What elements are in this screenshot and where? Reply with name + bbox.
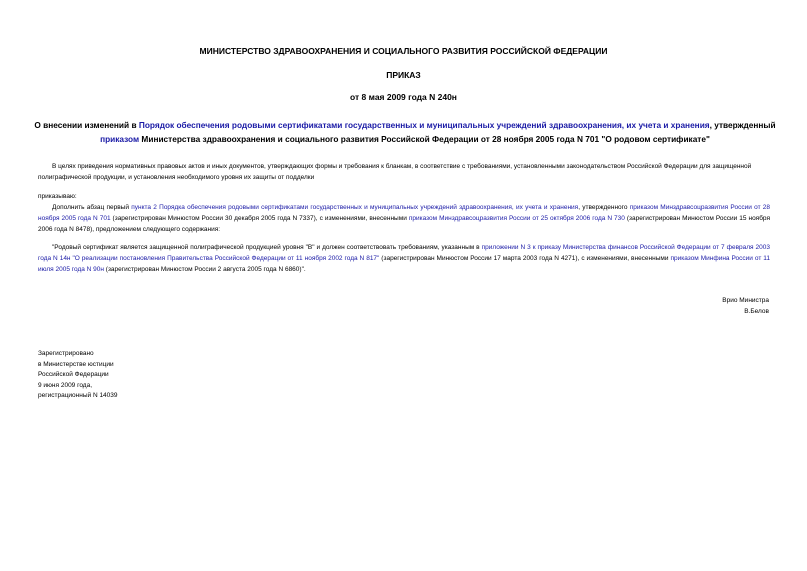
- title-text-3: Министерства здравоохранения и социального развития Российской Федерации от 28 ноября 2005 года N 701 "О родовом сертификате": [139, 134, 710, 144]
- amendment-text-3: (зарегистрирован Минюстом России 30 декабря 2005 года N 7337), с изменениями, внесенными: [110, 215, 409, 222]
- amendment-text-2: , утвержденного: [578, 204, 630, 211]
- registration-block: [38, 349, 118, 402]
- inserted-sentence-paragraph: [38, 242, 770, 275]
- amendment-link-order730[interactable]: приказом Минздравсоцразвития России от 25 октября 2006 года N 730: [408, 215, 625, 222]
- registration-line-4: 9 июня 2009 года,: [38, 381, 93, 389]
- title-text-2: , утвержденный: [709, 120, 776, 130]
- inserted-link-order90n[interactable]: приказом Минфина России от 11 июля 2005 года N 90н: [38, 255, 771, 273]
- amendment-paragraph: [38, 202, 770, 235]
- preamble-paragraph: В целях приведения нормативных правовых актов и иных документов, утверждающих формы и требования к бланкам, в соответствие с требованиями, установленными законодательством Российской Федерации для защищенной полиграфической продукции, и установления необходимого уровня их защиты от подделки: [38, 163, 752, 181]
- title-link-procedure[interactable]: Порядок обеспечения родовыми сертификатами государственных и муниципальных учреждений здравоохранения, их учета и хранения: [138, 120, 710, 130]
- registration-line-2: в Министерстве юстиции: [38, 360, 114, 368]
- inserted-text-3: (зарегистрирован Минюстом России 2 августа 2005 года N 6860)".: [103, 266, 306, 273]
- inserted-text-2: (зарегистрирован Минюстом России 17 марта 2003 года N 4271), с изменениями, внесенными: [379, 255, 671, 262]
- signatory-name: В.Белов: [744, 308, 769, 315]
- signatory-position: Врио Министра: [722, 297, 769, 304]
- signature-block: [722, 295, 769, 317]
- registration-line-5: регистрационный N 14039: [38, 392, 118, 399]
- inserted-text-1: "Родовый сертификат является защищенной полиграфической продукцией уровня "В" и должен соответствовать требованиям, указанным в: [52, 244, 482, 251]
- amendment-link-order701[interactable]: приказом Минздравсоцразвития России от 28 ноября 2005 года N 701: [38, 204, 771, 222]
- title-link-order[interactable]: приказом: [100, 134, 140, 144]
- document-title: [30, 118, 780, 146]
- amendment-link-point2[interactable]: пункта 2 Порядка обеспечения родовыми сертификатами государственных и муниципальных учреждений здравоохранения, их учета и хранения: [131, 204, 579, 211]
- amendment-text-1: Дополнить абзац первый: [52, 204, 132, 211]
- registration-line-3: Российской Федерации: [38, 371, 109, 378]
- document-date-number: от 8 мая 2009 года N 240н: [350, 92, 457, 102]
- registration-line-1: Зарегистрировано: [38, 350, 94, 357]
- title-text-1: О внесении изменений в: [34, 120, 139, 130]
- document-type: ПРИКАЗ: [386, 70, 421, 80]
- order-word: приказываю:: [38, 193, 77, 200]
- ministry-heading: МИНИСТЕРСТВО ЗДРАВООХРАНЕНИЯ И СОЦИАЛЬНОГО РАЗВИТИЯ РОССИЙСКОЙ ФЕДЕРАЦИИ: [199, 46, 608, 56]
- amendment-text-4: (зарегистрирован Минюстом России 15 ноября 2006 года N 8478), предложением следующего содержания:: [38, 215, 770, 233]
- inserted-link-appendix3[interactable]: приложении N 3 к приказу Министерства финансов Российской Федерации от 7 февраля 2003 года N 14н "О реализации постановления Правительства Российской Федерации от 11 ноября 2002 года N 817": [38, 244, 770, 262]
